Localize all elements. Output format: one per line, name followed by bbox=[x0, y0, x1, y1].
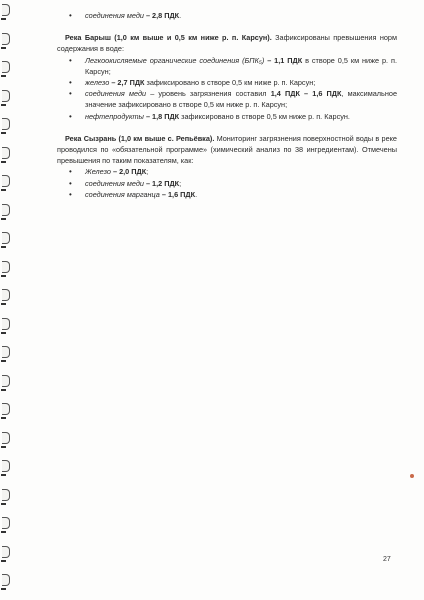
list-item bbox=[57, 111, 397, 122]
bullet-list-2 bbox=[57, 55, 397, 122]
item-bold: – 1,8 ПДК bbox=[143, 111, 180, 121]
binding-hole bbox=[2, 118, 10, 130]
page-number: 27 bbox=[383, 556, 391, 563]
item-italic: нефтепродукты bbox=[85, 111, 144, 121]
item-text: зафиксировано в створе 0,5 км ниже р. п. Карсун; bbox=[144, 78, 316, 88]
item-text-pre: – уровень загрязнения составил bbox=[146, 89, 271, 99]
binding-hole bbox=[2, 33, 10, 45]
binding-hole bbox=[2, 375, 10, 387]
binding-hole bbox=[2, 289, 10, 301]
binding-mark bbox=[1, 275, 6, 277]
bullet-list-3 bbox=[57, 166, 397, 200]
binding-hole bbox=[2, 261, 10, 273]
binding-mark bbox=[1, 75, 6, 77]
item-text: зафиксировано в створе 0,5 км ниже р. п. Карсун. bbox=[179, 111, 350, 121]
paragraph-text: Мониторинг загрязнения поверхностной воды в реке проводился по «обязательной программе» (химический анализ по 38 ингредиентам). Отмечены превышения по таким показателям, как: bbox=[57, 133, 397, 166]
item-italic: Железо bbox=[85, 167, 111, 177]
list-item bbox=[57, 77, 397, 88]
bullet-icon: • bbox=[69, 111, 72, 121]
binding-mark bbox=[1, 218, 6, 220]
binding-hole bbox=[2, 232, 10, 244]
item-italic: соединения меди bbox=[85, 11, 144, 20]
list-item bbox=[57, 10, 397, 21]
item-italic: Легкоокисляемые органические соединения (БПК₅) bbox=[85, 55, 265, 65]
binding-hole bbox=[2, 517, 10, 529]
item-bold: – 1,2 ПДК bbox=[143, 178, 180, 188]
item-bold: – 1,1 ПДК bbox=[264, 55, 303, 65]
item-text: , максимальное значение зафиксировано в створе 0,5 км ниже р. п. Карсун; bbox=[85, 89, 398, 110]
paragraph-barysh bbox=[57, 32, 397, 54]
binding-mark bbox=[1, 474, 6, 476]
item-italic: соединения марганца bbox=[85, 189, 160, 199]
item-end: . bbox=[179, 11, 182, 20]
binding-hole bbox=[2, 318, 10, 330]
list-item bbox=[57, 178, 397, 189]
item-bold: – 1,6 ПДК bbox=[159, 189, 196, 199]
binding-mark bbox=[1, 303, 6, 305]
binding-mark bbox=[1, 360, 6, 362]
binding-hole bbox=[2, 147, 10, 159]
list-item bbox=[57, 88, 397, 110]
item-bold: – 2,8 ПДК bbox=[143, 11, 180, 20]
paragraph-text: Зафиксированы превышения норм содержания в воде: bbox=[57, 33, 397, 54]
bullet-list-1 bbox=[57, 10, 397, 21]
binding-mark bbox=[1, 503, 6, 505]
item-italic: железо bbox=[85, 78, 110, 88]
item-bold: – 2,7 ПДК bbox=[109, 78, 145, 88]
list-item bbox=[57, 166, 397, 177]
binding-mark bbox=[1, 161, 6, 163]
binding-hole bbox=[2, 61, 10, 73]
item-end: . bbox=[195, 189, 198, 199]
binding-mark bbox=[1, 417, 6, 419]
item-italic: соединения меди bbox=[85, 89, 147, 99]
paragraph-lead: Река Барыш (1,0 км выше и 0,5 км ниже р. п. Карсун). bbox=[65, 33, 272, 43]
paragraph-syzran bbox=[57, 133, 397, 167]
paragraph-lead: Река Сызрань (1,0 км выше с. Репьёвка). bbox=[65, 133, 215, 143]
binding-mark bbox=[1, 531, 6, 533]
binding-mark bbox=[1, 104, 6, 106]
list-item bbox=[57, 189, 397, 200]
page-content bbox=[57, 10, 397, 200]
item-text: в створе 0,5 км ниже р. п. Карсун; bbox=[85, 55, 397, 76]
binding-hole bbox=[2, 4, 10, 16]
binding-mark bbox=[1, 246, 6, 248]
item-end: ; bbox=[179, 178, 182, 188]
binding-mark bbox=[1, 189, 6, 191]
bullet-icon: • bbox=[69, 11, 72, 20]
binding-hole bbox=[2, 574, 10, 586]
bullet-icon: • bbox=[69, 189, 72, 199]
item-bold: 1,4 ПДК – 1,6 ПДК bbox=[270, 89, 342, 99]
bullet-icon: • bbox=[69, 55, 72, 65]
bullet-icon: • bbox=[69, 78, 72, 88]
binding-hole bbox=[2, 489, 10, 501]
scan-speck bbox=[410, 474, 414, 478]
bullet-icon: • bbox=[69, 167, 72, 177]
binding-hole bbox=[2, 546, 10, 558]
binding-edge bbox=[0, 0, 14, 600]
binding-mark bbox=[1, 47, 6, 49]
bullet-icon: • bbox=[69, 89, 72, 99]
binding-mark bbox=[1, 560, 6, 562]
binding-hole bbox=[2, 90, 10, 102]
binding-mark bbox=[1, 588, 6, 590]
binding-hole bbox=[2, 432, 10, 444]
binding-hole bbox=[2, 175, 10, 187]
binding-mark bbox=[1, 446, 6, 448]
item-italic: соединения меди bbox=[85, 178, 144, 188]
binding-mark bbox=[1, 389, 6, 391]
bullet-icon: • bbox=[69, 178, 72, 188]
binding-hole bbox=[2, 346, 10, 358]
binding-hole bbox=[2, 460, 10, 472]
list-item bbox=[57, 55, 397, 77]
binding-mark bbox=[1, 332, 6, 334]
item-bold: – 2,0 ПДК bbox=[110, 167, 147, 177]
binding-mark bbox=[1, 132, 6, 134]
binding-mark bbox=[1, 18, 6, 20]
binding-hole bbox=[2, 403, 10, 415]
binding-hole bbox=[2, 204, 10, 216]
item-end: ; bbox=[146, 167, 149, 177]
